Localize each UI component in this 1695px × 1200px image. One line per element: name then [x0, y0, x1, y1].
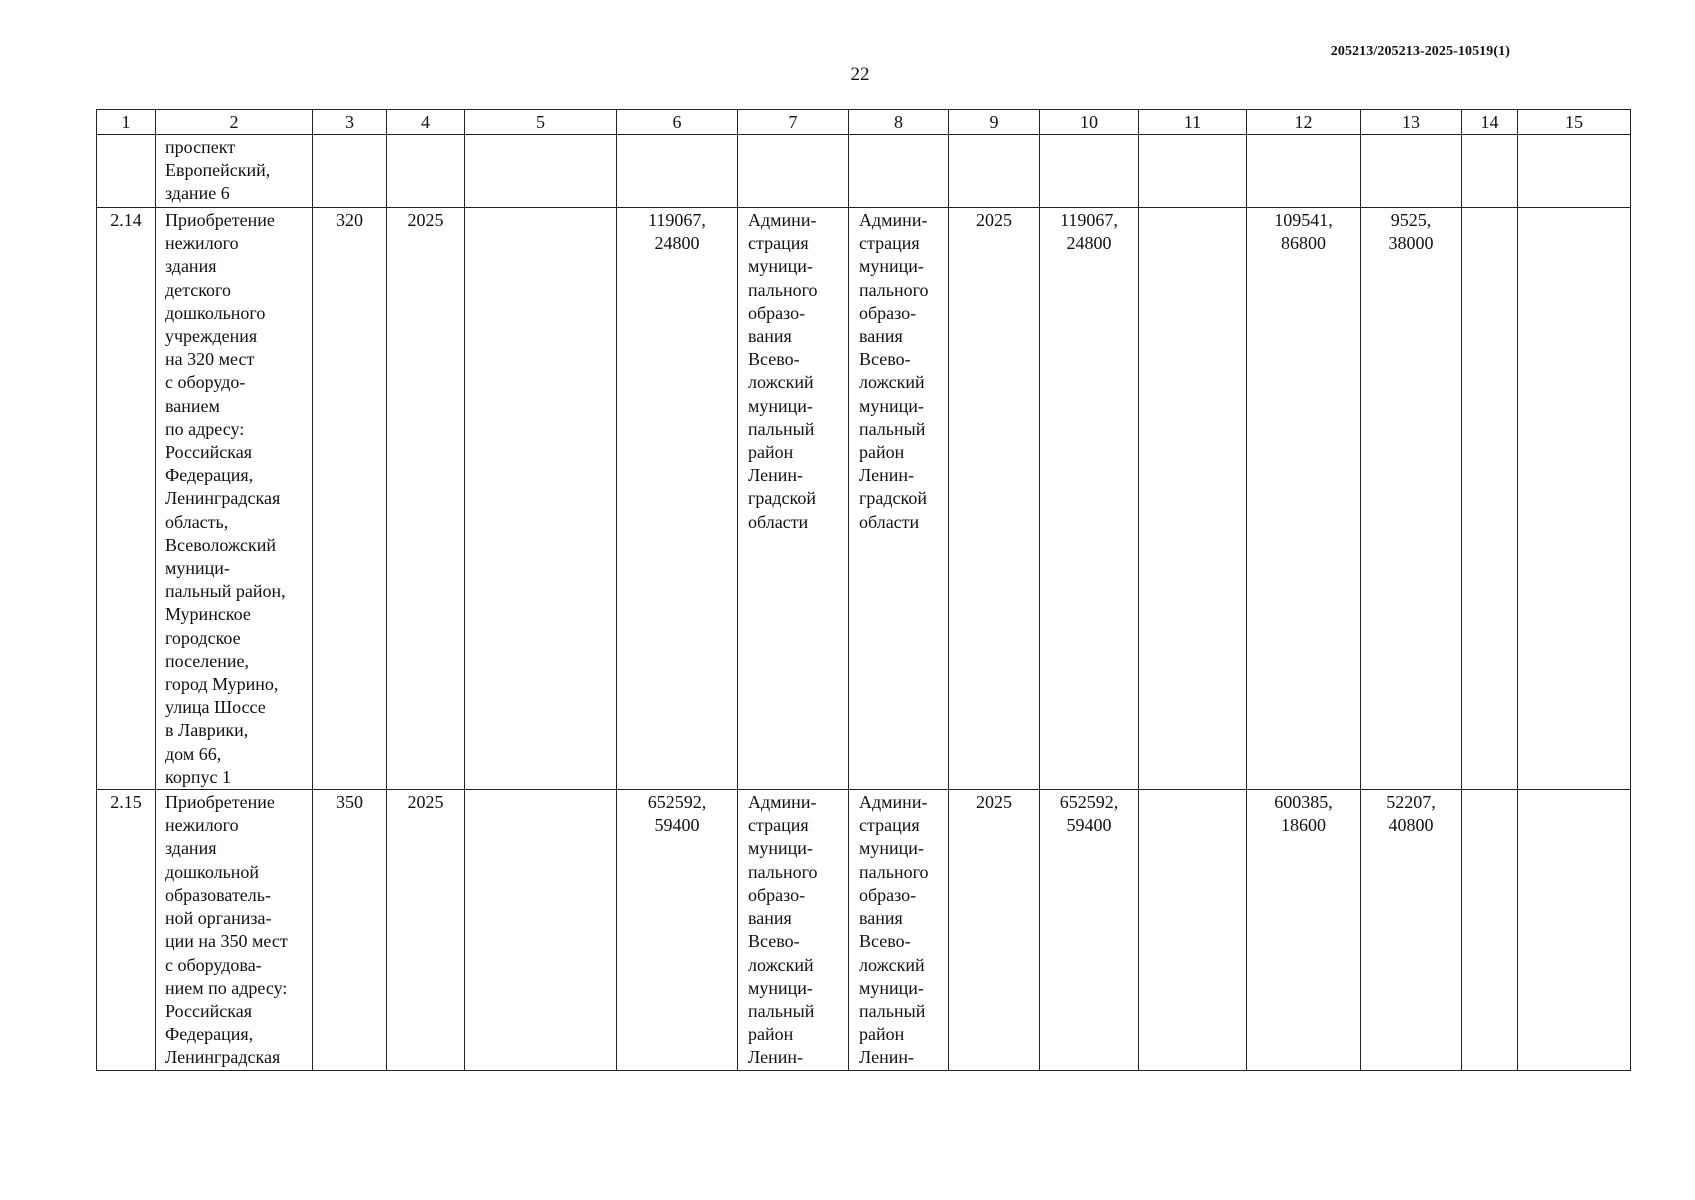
funding-year-cell	[949, 208, 1040, 790]
cell-line: учреждения	[165, 326, 258, 347]
year-cell	[387, 135, 465, 208]
item-number-text: 2.14	[110, 210, 142, 230]
item-name-lines	[156, 208, 312, 789]
cell-line: улица Шоссе	[165, 697, 266, 718]
cell-line: страция	[748, 233, 809, 254]
capacity-cell	[313, 135, 387, 208]
cell-line: пальный	[748, 418, 815, 439]
column-header: 15	[1518, 110, 1631, 135]
customer-cell	[738, 790, 849, 1070]
customer-cell	[738, 135, 849, 208]
total-cost-lines	[617, 790, 737, 837]
column-11-cell	[1139, 208, 1247, 790]
column-11-text	[1139, 790, 1246, 791]
year-text	[387, 135, 464, 136]
cell-line: муници-	[859, 977, 924, 998]
cell-line: Муринское	[165, 604, 251, 625]
local-budget-cell	[1361, 790, 1462, 1070]
cell-line: 24800	[1066, 233, 1112, 254]
cell-line: нием по адресу:	[165, 977, 288, 998]
cell-line: дошкольной	[165, 861, 260, 882]
recipient-lines	[849, 790, 948, 1069]
cell-line: с оборудова-	[165, 954, 262, 975]
column-header: 6	[617, 110, 738, 135]
cell-line: ложский	[859, 372, 925, 393]
funding-year-text	[949, 135, 1039, 136]
local-budget-cell	[1361, 135, 1462, 208]
cell-line: на 320 мест	[165, 349, 255, 370]
recipient-lines	[849, 135, 948, 136]
table-row	[97, 208, 1631, 790]
local-budget-lines	[1361, 790, 1461, 837]
year-cell	[387, 208, 465, 790]
regional-budget-lines	[1247, 135, 1360, 136]
column-header: 8	[849, 110, 949, 135]
cell-line: ложский	[748, 372, 814, 393]
customer-lines	[738, 790, 848, 1069]
column-header: 14	[1462, 110, 1518, 135]
total-cost-cell	[617, 208, 738, 790]
item-number-text: 2.15	[110, 792, 142, 813]
funding-year-cell	[949, 790, 1040, 1070]
column-14-cell	[1462, 208, 1518, 790]
total-cost-cell	[617, 135, 738, 208]
cell-line: градской	[859, 488, 927, 509]
cell-line: Ленин-	[748, 1047, 803, 1068]
cell-line: 652592,	[647, 792, 707, 813]
cell-line: градской	[748, 488, 816, 509]
table-body	[97, 135, 1631, 1071]
cell-line: области	[748, 511, 809, 532]
total-cost-lines	[617, 208, 737, 255]
funding-total-cell	[1040, 135, 1139, 208]
column-15-cell	[1518, 135, 1631, 208]
item-number-text	[97, 135, 155, 136]
cell-line: ной организа-	[165, 908, 272, 929]
cell-line: муници-	[165, 558, 230, 579]
cell-line: ложский	[859, 954, 925, 975]
local-budget-lines	[1361, 135, 1461, 136]
cell-line: муници-	[859, 256, 924, 277]
customer-lines	[738, 135, 848, 136]
cell-line: 600385,	[1274, 792, 1333, 813]
total-cost-cell	[617, 790, 738, 1070]
column-header: 3	[313, 110, 387, 135]
cell-line: Федерация,	[165, 1024, 254, 1045]
cell-line: 652592,	[1059, 792, 1119, 813]
cell-line: страция	[859, 815, 920, 836]
column-header: 1	[97, 110, 156, 135]
cell-line: 24800	[654, 233, 700, 254]
total-cost-lines	[617, 135, 737, 136]
funding-total-cell	[1040, 208, 1139, 790]
page-number: 22	[850, 64, 870, 85]
cell-line: Европейский,	[165, 160, 271, 181]
recipient-cell	[849, 790, 949, 1070]
column-11-text	[1139, 208, 1246, 209]
cell-line: образо-	[748, 302, 806, 323]
cell-line: пальный	[859, 1000, 926, 1021]
column-header: 5	[465, 110, 617, 135]
recipient-cell	[849, 208, 949, 790]
cell-line: 109541,	[1274, 210, 1333, 230]
cell-line: пального	[748, 279, 818, 300]
cell-line: нежилого	[165, 233, 239, 254]
cell-line: вания	[748, 908, 792, 929]
cell-line: область,	[165, 511, 229, 532]
capacity-cell	[313, 208, 387, 790]
cell-line: здание 6	[165, 183, 230, 204]
cell-line: муници-	[859, 395, 924, 416]
cell-line: нежилого	[165, 815, 239, 836]
cell-line: муници-	[748, 838, 813, 859]
document-registration-number: 205213/205213-2025-10519(1)	[1330, 44, 1510, 59]
regional-budget-lines	[1247, 790, 1360, 837]
cell-line: Всеволожский	[165, 534, 276, 555]
item-name-lines	[156, 790, 312, 1069]
funding-year-text: 2025	[976, 210, 1012, 230]
cell-line: Админи-	[859, 210, 928, 230]
cell-line: пального	[859, 279, 929, 300]
item-number-cell	[97, 135, 156, 208]
item-number-cell	[97, 790, 156, 1070]
cell-line: 18600	[1281, 815, 1326, 836]
cell-line: Всево-	[859, 931, 911, 952]
cell-line: вания	[859, 908, 903, 929]
cell-line: 40800	[1388, 815, 1434, 836]
cell-line: район	[748, 1024, 794, 1045]
cell-line: пальный	[859, 418, 926, 439]
recipient-cell	[849, 135, 949, 208]
cell-line: город Мурино,	[165, 674, 279, 695]
column-15-text	[1518, 790, 1630, 791]
column-14-cell	[1462, 790, 1518, 1070]
local-budget-cell	[1361, 208, 1462, 790]
cell-line: здания	[165, 256, 217, 277]
regional-budget-cell	[1247, 208, 1361, 790]
cell-line: Админи-	[748, 210, 817, 230]
cell-line: в Лаврики,	[165, 720, 249, 741]
cell-line: Федерация,	[165, 465, 254, 486]
column-header: 2	[156, 110, 313, 135]
item-name-cell	[156, 135, 313, 208]
cell-line: 52207,	[1386, 792, 1436, 813]
cell-line: образо-	[859, 302, 917, 323]
year-cell	[387, 790, 465, 1070]
cell-line: 9525,	[1390, 210, 1432, 230]
column-header: 12	[1247, 110, 1361, 135]
cell-line: страция	[748, 815, 809, 836]
capacity-text	[313, 135, 386, 136]
recipient-lines	[849, 208, 948, 534]
column-11-text	[1139, 135, 1246, 136]
funding-year-text: 2025	[976, 792, 1012, 813]
column-15-cell	[1518, 790, 1631, 1070]
cell-line: по адресу:	[165, 418, 245, 439]
cell-line: Российская	[165, 442, 252, 463]
data-table	[96, 109, 1631, 1071]
regional-budget-cell	[1247, 790, 1361, 1070]
cell-line: дошкольного	[165, 302, 266, 323]
column-5-text	[465, 790, 616, 791]
regional-budget-cell	[1247, 135, 1361, 208]
column-5-text	[465, 135, 616, 136]
column-5-text	[465, 208, 616, 209]
cell-line: образо-	[859, 884, 917, 905]
capacity-text: 350	[336, 792, 363, 813]
cell-line: Приобретение	[165, 792, 275, 813]
item-name-lines	[156, 135, 312, 206]
column-15-cell	[1518, 208, 1631, 790]
cell-line: муници-	[748, 977, 813, 998]
customer-lines	[738, 208, 848, 534]
cell-line: 59400	[654, 815, 700, 836]
column-11-cell	[1139, 135, 1247, 208]
capacity-text: 320	[336, 210, 363, 230]
item-name-cell	[156, 208, 313, 790]
table-row	[97, 135, 1631, 208]
column-number-header-row	[97, 110, 1631, 135]
cell-line: ложский	[748, 954, 814, 975]
cell-line: Ленин-	[859, 1047, 914, 1068]
cell-line: поселение,	[165, 650, 250, 671]
cell-line: ции на 350 мест	[165, 931, 288, 952]
cell-line: муници-	[748, 256, 813, 277]
column-11-cell	[1139, 790, 1247, 1070]
funding-total-cell	[1040, 790, 1139, 1070]
column-header: 11	[1139, 110, 1247, 135]
column-5-cell	[465, 135, 617, 208]
funding-year-cell	[949, 135, 1040, 208]
cell-line: дом 66,	[165, 743, 222, 764]
year-text: 2025	[407, 210, 444, 230]
customer-cell	[738, 208, 849, 790]
cell-line: пального	[859, 861, 929, 882]
column-header: 7	[738, 110, 849, 135]
cell-line: пальный район,	[165, 581, 286, 602]
cell-line: 119067,	[648, 210, 706, 230]
cell-line: 38000	[1388, 233, 1434, 254]
cell-line: Приобретение	[165, 210, 275, 230]
cell-line: район	[859, 442, 905, 463]
year-text: 2025	[407, 792, 444, 813]
column-5-cell	[465, 790, 617, 1070]
funding-total-lines	[1040, 790, 1138, 837]
column-header: 10	[1040, 110, 1139, 135]
cell-line: район	[859, 1024, 905, 1045]
cell-line: с оборудо-	[165, 372, 246, 393]
cell-line: образо-	[748, 884, 806, 905]
cell-line: пального	[748, 861, 818, 882]
item-number-cell	[97, 208, 156, 790]
funding-total-lines	[1040, 135, 1138, 136]
cell-line: образователь-	[165, 884, 271, 905]
cell-line: район	[748, 442, 794, 463]
cell-line: муници-	[859, 838, 924, 859]
cell-line: Ленин-	[859, 465, 914, 486]
column-15-text	[1518, 135, 1630, 136]
cell-line: городское	[165, 627, 241, 648]
cell-line: Российская	[165, 1000, 252, 1021]
cell-line: ванием	[165, 395, 220, 416]
cell-line: детского	[165, 279, 231, 300]
cell-line: Админи-	[748, 792, 817, 813]
local-budget-lines	[1361, 208, 1461, 255]
cell-line: здания	[165, 838, 217, 859]
cell-line: проспект	[165, 137, 236, 157]
cell-line: Всево-	[748, 349, 800, 370]
column-header: 13	[1361, 110, 1462, 135]
cell-line: 86800	[1281, 233, 1326, 254]
cell-line: вания	[859, 326, 903, 347]
column-14-text	[1462, 790, 1517, 791]
funding-total-lines	[1040, 208, 1138, 255]
column-14-cell	[1462, 135, 1518, 208]
cell-line: Всево-	[748, 931, 800, 952]
column-14-text	[1462, 135, 1517, 136]
column-14-text	[1462, 208, 1517, 209]
cell-line: Ленинградская	[165, 488, 281, 509]
regional-budget-lines	[1247, 208, 1360, 255]
column-15-text	[1518, 208, 1630, 209]
cell-line: Ленинградская	[165, 1047, 281, 1068]
cell-line: вания	[748, 326, 792, 347]
cell-line: страция	[859, 233, 920, 254]
cell-line: пальный	[748, 1000, 815, 1021]
cell-line: корпус 1	[165, 766, 231, 787]
cell-line: области	[859, 511, 920, 532]
cell-line: 59400	[1066, 815, 1112, 836]
column-header: 9	[949, 110, 1040, 135]
item-name-cell	[156, 790, 313, 1070]
cell-line: Ленин-	[748, 465, 803, 486]
column-header: 4	[387, 110, 465, 135]
cell-line: Всево-	[859, 349, 911, 370]
cell-line: муници-	[748, 395, 813, 416]
column-5-cell	[465, 208, 617, 790]
table-row	[97, 790, 1631, 1070]
capacity-cell	[313, 790, 387, 1070]
cell-line: Админи-	[859, 792, 928, 813]
cell-line: 119067,	[1060, 210, 1118, 230]
